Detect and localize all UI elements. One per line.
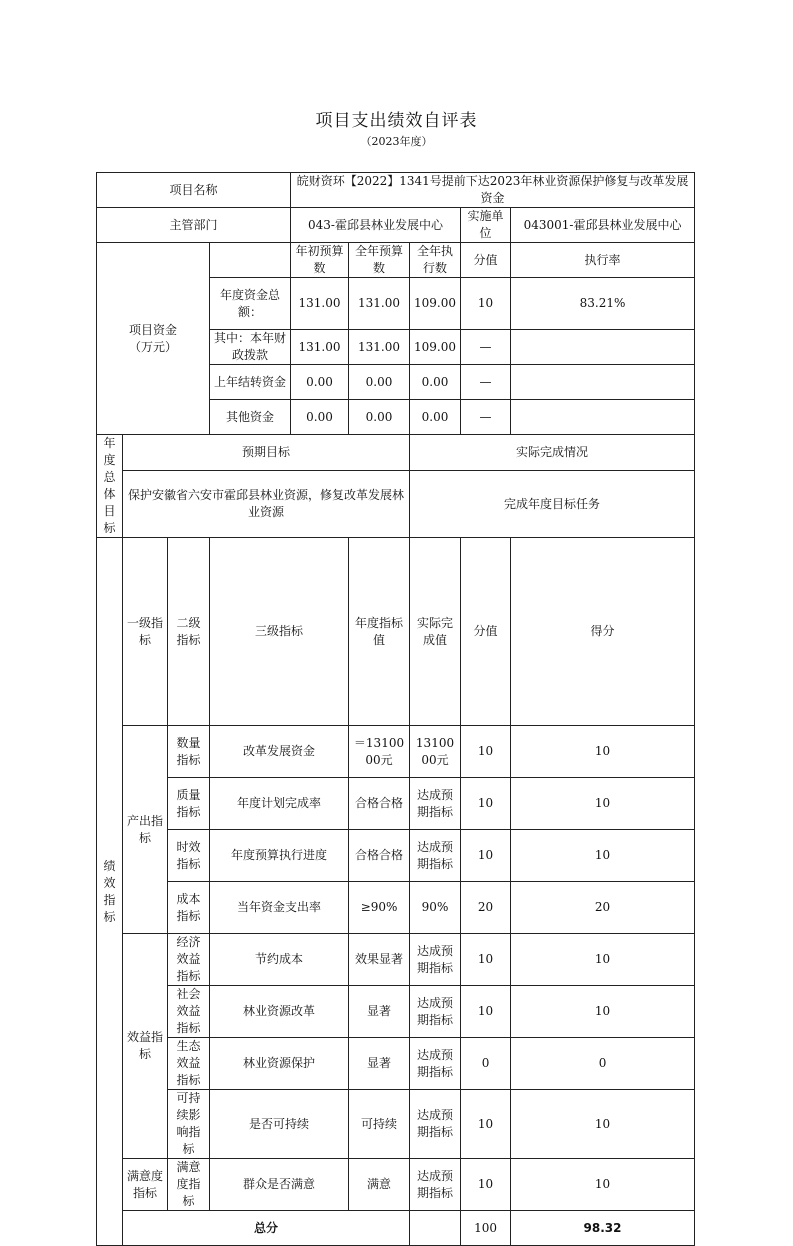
total-score-value: 100 — [461, 1211, 511, 1246]
target-cell: 满意 — [349, 1159, 410, 1211]
impl-label: 实施单位 — [461, 208, 511, 243]
impl-value: 043001-霍邱县林业发展中心 — [511, 208, 695, 243]
indicator-row — [97, 934, 695, 986]
level2-cell: 质量指标 — [168, 778, 210, 830]
target-cell: 效果显著 — [349, 934, 410, 986]
evaluation-table — [96, 172, 695, 1246]
level2-cell: 成本指标 — [168, 882, 210, 934]
target-cell: 可持续 — [349, 1090, 410, 1159]
goals-actual: 完成年度目标任务 — [410, 471, 695, 538]
level3-cell: 年度计划完成率 — [210, 778, 349, 830]
project-name-value: 皖财资环【2022】1341号提前下达2023年林业资源保护修复与改革发展资金 — [291, 173, 695, 208]
score-value-cell: 10 — [461, 1090, 511, 1159]
score-cell: 10 — [511, 778, 695, 830]
total-blank — [410, 1211, 461, 1246]
funds-header-score-value: 分值 — [461, 243, 511, 278]
score-value-cell: 10 — [461, 986, 511, 1038]
score-cell: 10 — [511, 986, 695, 1038]
score-cell: 10 — [511, 1159, 695, 1211]
funds-row-score-value: 10 — [461, 278, 511, 330]
header-level3: 三级指标 — [210, 538, 349, 726]
funds-label: 项目资金 （万元） — [97, 243, 210, 435]
funds-row-executed: 109.00 — [410, 278, 461, 330]
actual-cell: 达成预期指标 — [410, 778, 461, 830]
indicator-row — [97, 1159, 695, 1211]
project-name-label: 项目名称 — [97, 173, 291, 208]
funds-row-rate: 83.21% — [511, 278, 695, 330]
actual-cell: 1310000元 — [410, 726, 461, 778]
total-score: 98.32 — [511, 1211, 695, 1246]
actual-cell: 达成预期指标 — [410, 1090, 461, 1159]
funds-header-executed: 全年执行数 — [410, 243, 461, 278]
header-score: 得分 — [511, 538, 695, 726]
level2-cell: 满意度指标 — [168, 1159, 210, 1211]
dept-value: 043-霍邱县林业发展中心 — [291, 208, 461, 243]
funds-row-initial: 131.00 — [291, 330, 349, 365]
indicator-row — [97, 778, 695, 830]
score-cell: 20 — [511, 882, 695, 934]
total-label: 总分 — [123, 1211, 410, 1246]
funds-row-annual: 131.00 — [349, 330, 410, 365]
target-cell: 合格合格 — [349, 830, 410, 882]
score-value-cell: 10 — [461, 934, 511, 986]
indicators-header-row — [97, 538, 695, 726]
goals-actual-header: 实际完成情况 — [410, 435, 695, 471]
level2-cell: 生态效益指标 — [168, 1038, 210, 1090]
score-value-cell: 10 — [461, 778, 511, 830]
funds-row-rate — [511, 400, 695, 435]
target-cell: ≥90% — [349, 882, 410, 934]
level2-cell: 数量指标 — [168, 726, 210, 778]
level1-cell: 产出指标 — [123, 726, 168, 934]
actual-cell: 达成预期指标 — [410, 986, 461, 1038]
indicator-row — [97, 1038, 695, 1090]
target-cell: 显著 — [349, 1038, 410, 1090]
level3-cell: 林业资源保护 — [210, 1038, 349, 1090]
funds-header-blank — [210, 243, 291, 278]
level2-cell: 社会效益指标 — [168, 986, 210, 1038]
level2-cell: 可持续影响指标 — [168, 1090, 210, 1159]
header-score-value: 分值 — [461, 538, 511, 726]
level3-cell: 是否可持续 — [210, 1090, 349, 1159]
project-name-row — [97, 173, 695, 208]
score-cell: 10 — [511, 726, 695, 778]
score-cell: 10 — [511, 830, 695, 882]
level2-cell: 时效指标 — [168, 830, 210, 882]
funds-row-score-value: — — [461, 365, 511, 400]
score-value-cell: 20 — [461, 882, 511, 934]
score-value-cell: 10 — [461, 830, 511, 882]
funds-row-annual: 0.00 — [349, 400, 410, 435]
funds-row-name: 其中：本年财政拨款 — [210, 330, 291, 365]
funds-row-executed: 0.00 — [410, 365, 461, 400]
funds-row-annual: 131.00 — [349, 278, 410, 330]
funds-row-annual: 0.00 — [349, 365, 410, 400]
funds-row-initial: 0.00 — [291, 400, 349, 435]
actual-cell: 90% — [410, 882, 461, 934]
score-value-cell: 10 — [461, 726, 511, 778]
funds-row-initial: 131.00 — [291, 278, 349, 330]
indicator-row — [97, 882, 695, 934]
actual-cell: 达成预期指标 — [410, 830, 461, 882]
funds-row-initial: 0.00 — [291, 365, 349, 400]
header-level2: 二级指标 — [168, 538, 210, 726]
goals-expected: 保护安徽省六安市霍邱县林业资源，修复改革发展林业资源 — [123, 471, 410, 538]
indicator-row — [97, 830, 695, 882]
target-cell: 显著 — [349, 986, 410, 1038]
level3-cell: 当年资金支出率 — [210, 882, 349, 934]
level3-cell: 改革发展资金 — [210, 726, 349, 778]
level3-cell: 年度预算执行进度 — [210, 830, 349, 882]
actual-cell: 达成预期指标 — [410, 1159, 461, 1211]
funds-row-score-value: — — [461, 400, 511, 435]
level2-cell: 经济效益指标 — [168, 934, 210, 986]
funds-row-executed: 0.00 — [410, 400, 461, 435]
header-actual: 实际完成值 — [410, 538, 461, 726]
funds-row-name: 年度资金总额： — [210, 278, 291, 330]
level1-cell: 满意度指标 — [123, 1159, 168, 1211]
funds-row-executed: 109.00 — [410, 330, 461, 365]
page-title: 项目支出绩效自评表 — [315, 111, 478, 131]
header-target: 年度指标值 — [349, 538, 410, 726]
score-cell: 10 — [511, 1090, 695, 1159]
funds-header-row — [97, 243, 695, 278]
funds-row-name: 上年结转资金 — [210, 365, 291, 400]
target-cell: ＝1310000元 — [349, 726, 410, 778]
level3-cell: 群众是否满意 — [210, 1159, 349, 1211]
level3-cell: 节约成本 — [210, 934, 349, 986]
score-value-cell: 10 — [461, 1159, 511, 1211]
funds-row-rate — [511, 365, 695, 400]
goals-label: 年度总体目标 — [97, 435, 123, 538]
indicator-row — [97, 986, 695, 1038]
actual-cell: 达成预期指标 — [410, 934, 461, 986]
level3-cell: 林业资源改革 — [210, 986, 349, 1038]
funds-header-initial: 年初预算数 — [291, 243, 349, 278]
total-row — [97, 1211, 695, 1246]
dept-label: 主管部门 — [97, 208, 291, 243]
funds-row-rate — [511, 330, 695, 365]
header-level1: 一级指标 — [123, 538, 168, 726]
goals-header-row — [97, 435, 695, 471]
actual-cell: 达成预期指标 — [410, 1038, 461, 1090]
indicators-label: 绩效指标 — [97, 538, 123, 1246]
funds-row-score-value: — — [461, 330, 511, 365]
funds-row-name: 其他资金 — [210, 400, 291, 435]
target-cell: 合格合格 — [349, 778, 410, 830]
score-cell: 10 — [511, 934, 695, 986]
goals-content-row — [97, 471, 695, 538]
page-subtitle: （2023年度） — [360, 135, 433, 148]
score-value-cell: 0 — [461, 1038, 511, 1090]
department-row — [97, 208, 695, 243]
level1-cell: 效益指标 — [123, 934, 168, 1159]
goals-expected-header: 预期目标 — [123, 435, 410, 471]
funds-header-annual: 全年预算数 — [349, 243, 410, 278]
score-cell: 0 — [511, 1038, 695, 1090]
indicator-row — [97, 1090, 695, 1159]
funds-header-rate: 执行率 — [511, 243, 695, 278]
indicator-row — [97, 726, 695, 778]
